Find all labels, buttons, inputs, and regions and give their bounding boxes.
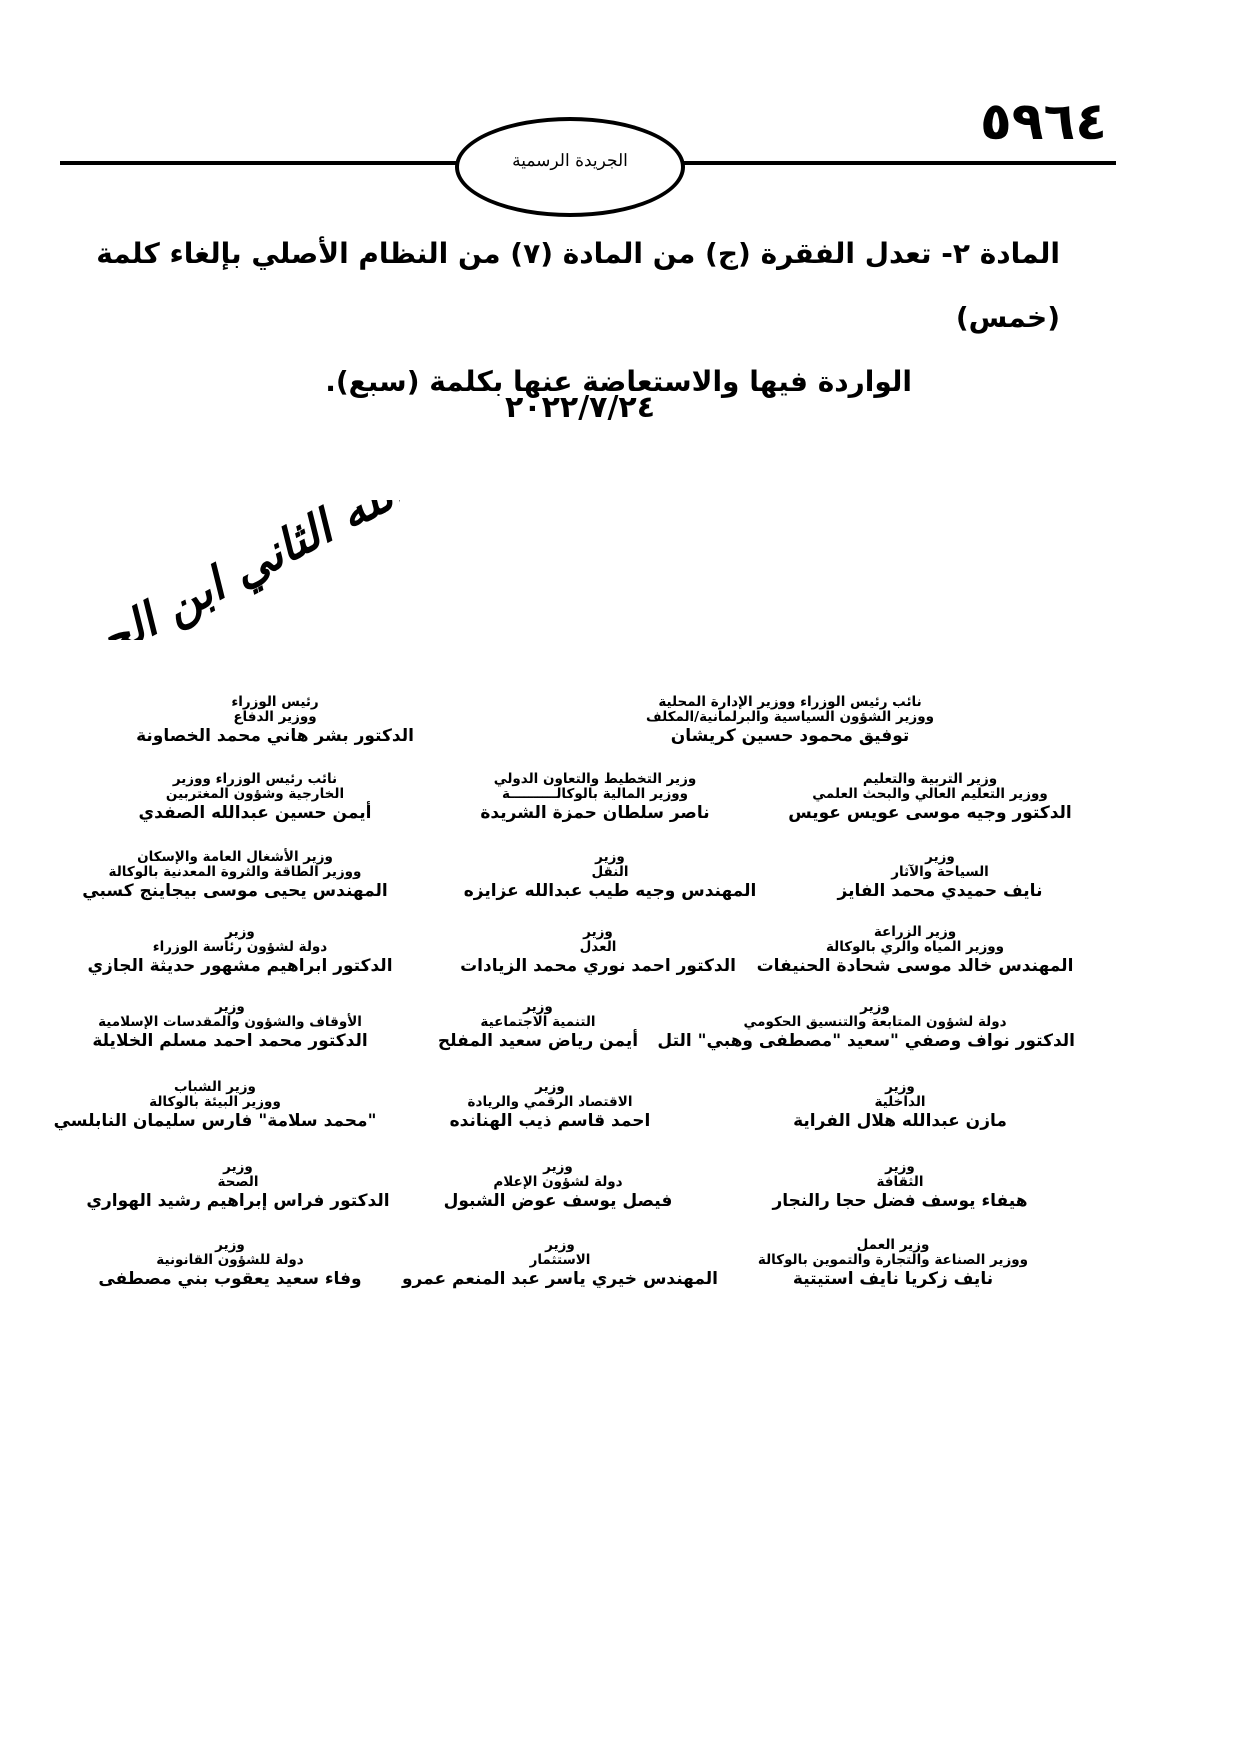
signatory-name: "محمد سلامة" فارس سليمان النابلسي xyxy=(53,1111,377,1131)
signatory-title: ووزير المياه والري بالوكالة xyxy=(825,939,1005,955)
signatory-name: مازن عبدالله هلال الفراية xyxy=(793,1111,1007,1131)
signatory-title: الصحة xyxy=(217,1174,259,1190)
signatory-title: وزير العمل xyxy=(856,1237,930,1253)
signatory-name: نايف زكريا نايف استيتية xyxy=(792,1269,994,1289)
signatory-title: وزير xyxy=(535,1079,565,1095)
royal-signature-graphic xyxy=(100,500,400,640)
signatory-title: وزير xyxy=(523,999,553,1015)
signatory-block xyxy=(75,695,475,747)
signatory-title: ووزير الشؤون السياسية والبرلمانية/المكلف xyxy=(646,709,934,725)
signatory-name: المهندس خيري ياسر عبد المنعم عمرو xyxy=(401,1269,719,1289)
signatory-title: وزير xyxy=(215,1237,245,1253)
signatory-title: دولة لشؤون المتابعة والتنسيق الحكومي xyxy=(743,1014,1007,1030)
signatory-block xyxy=(55,772,455,824)
signatory-title: وزير xyxy=(545,1237,575,1253)
signatory-title: السياحة والآثار xyxy=(891,864,989,880)
signatory-title: وزير الزراعة xyxy=(873,924,957,940)
signatory-name: أيمن رياض سعيد المفلح xyxy=(437,1031,639,1051)
gazette-title-oval xyxy=(455,117,685,217)
gazette-title: الجريدة الرسمية xyxy=(512,151,628,171)
signatory-title: وزير xyxy=(223,1159,253,1175)
signatory-block xyxy=(410,850,810,902)
signatory-name: الدكتور محمد احمد مسلم الخلايلة xyxy=(92,1031,368,1051)
signatory-title: وزير xyxy=(215,999,245,1015)
signatory-title: دولة لشؤون الإعلام xyxy=(493,1174,623,1190)
signatory-title: نائب رئيس الوزراء ووزير الإدارة المحلية xyxy=(658,694,922,710)
signatory-block xyxy=(38,1160,438,1212)
signatory-title: رئيس الوزراء xyxy=(231,694,319,710)
signatory-title: وزير xyxy=(860,999,890,1015)
signatory-title: الخارجية وشؤون المغتربين xyxy=(165,786,345,802)
signatory-title: وزير xyxy=(885,1079,915,1095)
signatory-block xyxy=(700,1080,1100,1132)
signatory-title: ووزير الطاقة والثروة المعدنية بالوكالة xyxy=(108,864,362,880)
article-text xyxy=(70,222,1060,414)
signatory-block xyxy=(700,1160,1100,1212)
signatory-name: الدكتور بشر هاني محمد الخصاونة xyxy=(136,726,414,746)
signatory-name: نايف حميدي محمد الفايز xyxy=(837,881,1043,901)
signatory-block xyxy=(30,1000,430,1052)
page-number: ٥٩٦٤ xyxy=(980,92,1107,152)
signatory-name: الدكتور ابراهيم مشهور حديثة الجازي xyxy=(87,956,393,976)
royal-signature xyxy=(100,500,400,640)
signatory-title: وزير التخطيط والتعاون الدولي xyxy=(493,771,697,787)
signatory-title: الثقافة xyxy=(876,1174,924,1190)
signatory-title: ووزير المالية بالوكالــــــــــة xyxy=(502,786,688,802)
signatory-title: الاقتصاد الرقمي والريادة xyxy=(467,1094,633,1110)
signatory-name: الدكتور نواف وصفي "سعيد "مصطفى وهبي" التل xyxy=(657,1031,1075,1051)
signatory-name: وفاء سعيد يعقوب بني مصطفى xyxy=(98,1269,362,1289)
signatory-block xyxy=(15,1080,415,1132)
signatory-name: المهندس يحيى موسى بيجاينج كسبي xyxy=(82,881,388,901)
article-line-2: الواردة فيها والاستعاضة عنها بكلمة (سبع). xyxy=(325,365,912,398)
signatory-name: الدكتور فراس إبراهيم رشيد الهواري xyxy=(86,1191,390,1211)
signatory-name: فيصل يوسف عوض الشبول xyxy=(443,1191,673,1211)
royal-signature-text xyxy=(100,500,400,640)
signatory-title: وزير xyxy=(885,1159,915,1175)
signatory-title: وزير xyxy=(595,849,625,865)
signatory-title: وزير xyxy=(543,1159,573,1175)
signatory-name: المهندس خالد موسى شحادة الحنيفات xyxy=(756,956,1074,976)
signatory-title: نائب رئيس الوزراء ووزير xyxy=(172,771,338,787)
signatory-block xyxy=(590,695,990,747)
signatory-title: ووزير البيئة بالوكالة xyxy=(149,1094,281,1110)
signatory-name: توفيق محمود حسين كريشان xyxy=(670,726,910,746)
signatory-title: العدل xyxy=(579,939,617,955)
signatory-title: التنمية الاجتماعية xyxy=(480,1014,596,1030)
signatory-title: وزير xyxy=(925,849,955,865)
signatory-name: الدكتور وجيه موسى عويس عويس xyxy=(788,803,1072,823)
signatory-title: ووزير الصناعة والتجارة والتموين بالوكالة xyxy=(757,1252,1029,1268)
signatory-block xyxy=(35,850,435,902)
signatory-title: وزير xyxy=(583,924,613,940)
signatory-title: ووزير الدفاع xyxy=(233,709,317,725)
signatory-name: الدكتور احمد نوري محمد الزيادات xyxy=(460,956,736,976)
signatory-title: وزير الأشغال العامة والإسكان xyxy=(137,849,333,865)
signatory-block xyxy=(40,925,440,977)
signatory-title: الاستثمار xyxy=(529,1252,591,1268)
signatory-title: الأوقاف والشؤون والمقدسات الإسلامية xyxy=(98,1014,362,1030)
signatory-name: احمد قاسم ذيب الهنانده xyxy=(449,1111,651,1131)
signatory-title: وزير التربية والتعليم xyxy=(862,771,998,787)
signatory-title: وزير xyxy=(225,924,255,940)
signatory-title: الداخلية xyxy=(874,1094,926,1110)
article-line-1: المادة ٢- تعدل الفقرة (ج) من المادة (٧) من النظام الأصلي بإلغاء كلمة (خمس) xyxy=(96,237,1060,334)
signatory-title: ووزير التعليم العالي والبحث العلمي xyxy=(812,786,1048,802)
signatory-title: وزير الشباب xyxy=(174,1079,256,1095)
signatory-name: هيفاء يوسف فضل حجا رالنجار xyxy=(772,1191,1028,1211)
signatory-title: دولة لشؤون رئاسة الوزراء xyxy=(152,939,328,955)
signatory-name: المهندس وجيه طيب عبدالله عزايزه xyxy=(463,881,757,901)
signatory-block xyxy=(30,1238,430,1290)
signatory-block xyxy=(395,772,795,824)
signatory-name: ناصر سلطان حمزة الشريدة xyxy=(480,803,710,823)
signatory-title: دولة للشؤون القانونية xyxy=(156,1252,304,1268)
signatory-title: النقل xyxy=(591,864,629,880)
signatory-name: أيمن حسين عبدالله الصفدي xyxy=(138,803,372,823)
issue-date: ٢٠٢٢/٧/٢٤ xyxy=(504,390,656,425)
signatory-block xyxy=(398,925,798,977)
